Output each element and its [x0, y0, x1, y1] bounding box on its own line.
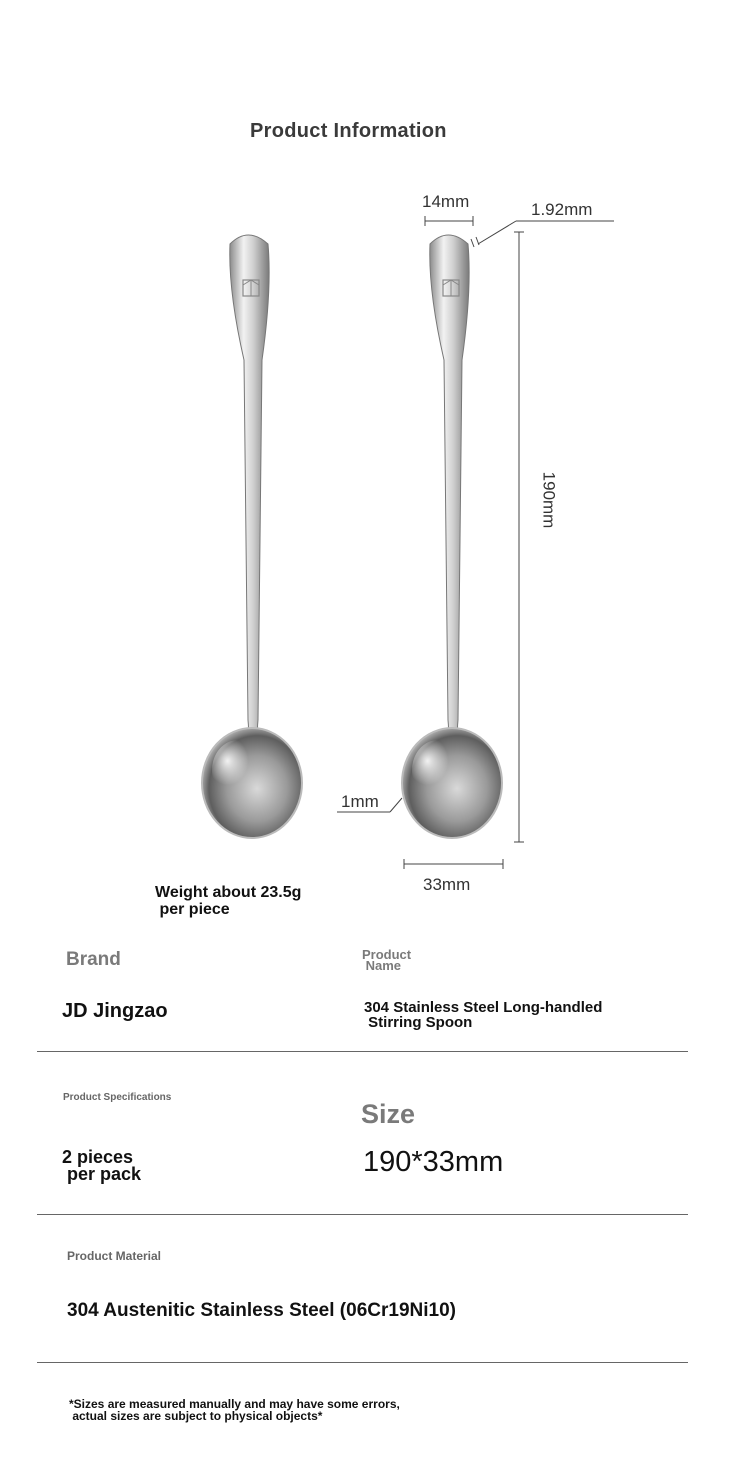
page-title: Product Information — [250, 120, 447, 142]
dimension-thickness: 1.92mm — [531, 200, 593, 219]
material-label: Product Material — [67, 1249, 162, 1263]
dimension-bowl-width: 33mm — [423, 875, 471, 894]
specs-label: Product Specifications — [63, 1092, 172, 1103]
divider — [37, 1051, 688, 1052]
dimension-tip-width: 14mm — [422, 192, 470, 211]
size-note: *Sizes are measured manually and may have some errors, actual sizes are subject to physical objects* — [69, 1397, 400, 1423]
size-label: Size — [361, 1099, 416, 1129]
spoon-right — [402, 235, 502, 838]
size-value: 190*33mm — [363, 1146, 504, 1178]
specs-value: 2 pieces per pack — [62, 1147, 142, 1184]
product-name-label: Product Name — [362, 947, 412, 973]
brand-label: Brand — [66, 949, 121, 970]
brand-value: JD Jingzao — [62, 1000, 168, 1022]
spoon-left — [202, 235, 302, 838]
divider — [37, 1214, 688, 1215]
material-value: 304 Austenitic Stainless Steel (06Cr19Ni10) — [67, 1300, 456, 1321]
divider — [37, 1362, 688, 1363]
weight-text: Weight about 23.5g per piece — [155, 884, 302, 918]
dimension-length: 190mm — [539, 471, 559, 529]
dimension-edge: 1mm — [341, 792, 379, 811]
product-name-value: 304 Stainless Steel Long-handled Stirring Spoon — [364, 999, 603, 1031]
